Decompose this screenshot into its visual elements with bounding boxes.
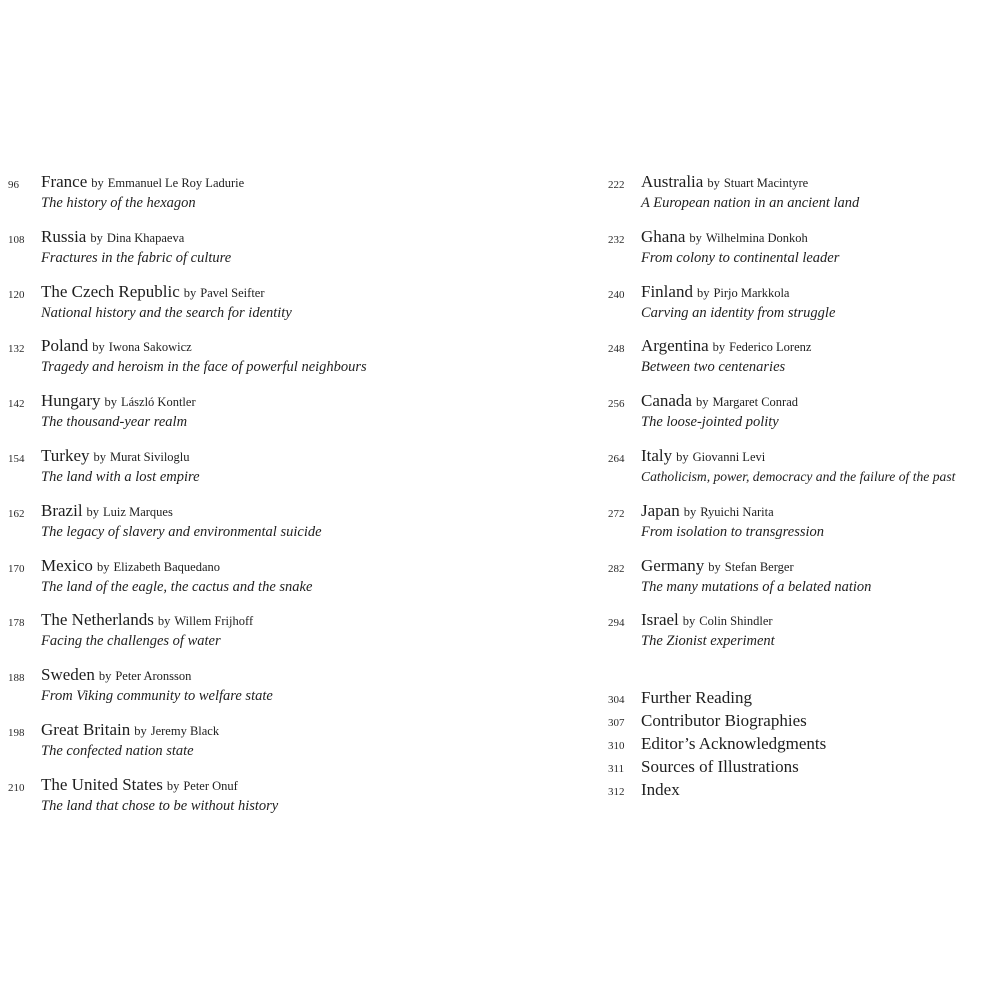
chapter-subtitle: The history of the hexagon [41,195,196,211]
entry-body [41,556,312,597]
chapter-author: Giovanni Levi [692,449,766,464]
chapter-country: Poland [41,336,89,356]
entry-body [641,446,955,487]
entry-body [641,610,775,651]
chapter-subtitle: The land that chose to be without history [41,797,279,814]
chapter-country: France [41,172,88,191]
toc-entry[interactable] [8,336,528,391]
chapter-subtitle: From isolation to transgression [641,523,825,540]
by-word: by [166,778,180,793]
entry-body [41,446,200,487]
page-number: 312 [608,786,625,798]
chapter-author: Colin Shindler [699,614,773,629]
back-matter-label: Further Reading [641,688,752,707]
chapter-author: Dina Khapaeva [106,230,185,245]
entry-body [41,172,244,213]
title-line [41,282,292,302]
by-word: by [683,504,697,519]
by-word: by [96,559,110,574]
by-word: by [712,340,726,355]
chapter-country: Argentina [641,336,709,356]
toc-entry[interactable] [8,391,528,446]
title-line [641,446,955,466]
back-matter-item[interactable] [608,756,993,779]
title-line [641,227,839,247]
toc-entry[interactable] [608,610,993,665]
page-number: 248 [608,343,625,356]
page-number: 222 [608,179,625,191]
toc-entry[interactable] [8,610,528,665]
entry-body [641,227,839,268]
entry-body [641,282,835,323]
chapter-author: Willem Frijhoff [174,614,254,629]
entry-body [41,391,196,432]
chapter-author: Pirjo Markkola [713,285,790,300]
chapter-country: Brazil [41,500,83,520]
title-line [641,282,835,302]
page-number: 264 [608,452,625,465]
chapter-subtitle: National history and the search for identity [41,304,292,321]
chapter-subtitle: The loose-jointed polity [641,414,779,431]
page-number: 96 [8,179,19,191]
by-word: by [104,395,117,410]
by-word: by [707,176,720,190]
entry-body [41,282,292,323]
title-line [641,610,775,630]
by-word: by [98,669,112,684]
toc-entry[interactable] [8,282,528,337]
entry-body [41,720,219,761]
page-number: 311 [608,763,625,775]
toc-entry[interactable] [608,501,993,556]
entry-body [641,391,798,432]
page-number: 198 [8,726,25,739]
page-number: 294 [608,617,625,630]
page-number: 154 [8,452,25,465]
page-number: 162 [8,507,25,520]
chapter-country: Italy [641,445,673,465]
by-word: by [157,614,171,629]
chapter-author: Iwona Sakowicz [108,340,192,355]
entry-body [41,775,278,816]
entry-body [641,172,859,213]
entry-body [41,610,253,651]
chapter-country: Israel [641,610,679,630]
title-line [41,501,322,521]
chapter-country: Japan [641,500,680,520]
chapter-country: Great Britain [41,719,131,739]
chapter-country: Germany [641,555,705,575]
chapter-subtitle: Tragedy and heroism in the face of powerful neighbours [41,359,367,376]
chapter-subtitle: From colony to continental leader [641,249,840,266]
title-line [41,336,367,356]
toc-entry[interactable] [8,775,528,830]
chapter-author: Emmanuel Le Roy Ladurie [107,176,245,190]
title-line [641,556,871,576]
toc-entry[interactable] [8,446,528,501]
title-line [41,446,200,466]
chapter-author: Peter Onuf [183,778,238,793]
by-word: by [92,340,105,355]
toc-entry[interactable] [8,227,528,282]
chapter-author: Wilhelmina Donkoh [705,230,808,245]
title-line [41,665,273,685]
toc-entry[interactable] [608,227,993,282]
toc-entry[interactable] [8,501,528,556]
chapter-subtitle: A European nation in an ancient land [641,195,860,211]
toc-entry[interactable] [608,282,993,337]
page-number: 304 [608,694,625,706]
by-word: by [708,559,721,574]
chapter-subtitle: Catholicism, power, democracy and the failure of the past [641,468,956,484]
title-line [641,172,859,192]
entry-body [41,501,322,542]
toc-entry[interactable] [608,446,993,501]
chapter-author: Ryuichi Narita [700,504,774,519]
chapter-subtitle: The legacy of slavery and environmental suicide [41,523,322,540]
page-number: 272 [608,507,625,520]
title-line [641,336,811,356]
chapter-author: Jeremy Black [150,723,220,738]
page-number: 170 [8,562,25,575]
back-matter-item[interactable] [608,779,993,802]
entry-body [41,665,273,706]
entry-body [641,501,824,542]
chapter-subtitle: The confected nation state [41,742,194,759]
entry-body [641,336,811,377]
chapter-country: Turkey [41,445,90,465]
back-matter-item[interactable] [608,733,993,756]
chapter-subtitle: Fractures in the fabric of culture [41,249,232,266]
back-matter-item[interactable] [608,687,993,710]
title-line [41,610,253,630]
chapter-subtitle: The land with a lost empire [41,468,200,485]
chapter-author: Elizabeth Baquedano [113,559,220,574]
chapter-country: Sweden [41,665,95,685]
chapter-author: Stefan Berger [724,559,794,574]
toc-entry[interactable] [8,720,528,775]
title-line [41,227,231,247]
chapter-country: The Czech Republic [41,281,180,301]
chapter-subtitle: Between two centenaries [641,359,786,376]
toc-entry[interactable] [608,556,993,611]
by-word: by [676,449,689,464]
page-number: 310 [608,740,625,752]
page-number: 142 [8,398,25,411]
toc-left-column [8,172,528,830]
chapter-subtitle: From Viking community to welfare state [41,688,273,705]
chapter-country: Australia [641,172,704,191]
by-word: by [86,504,100,519]
page-number: 307 [608,717,625,729]
chapter-country: Canada [641,391,692,411]
by-word: by [91,176,104,190]
page-number: 210 [8,781,25,794]
page-number: 178 [8,617,25,630]
back-matter-label: Editor’s Acknowledgments [641,734,827,753]
back-matter-label: Index [641,780,680,799]
toc-entry[interactable] [608,391,993,446]
chapter-author: Stuart Macintyre [723,176,809,190]
chapter-author: Pavel Seifter [200,285,265,300]
title-line [41,172,244,192]
by-word: by [696,285,710,300]
toc-entry[interactable] [608,172,993,227]
title-line [641,391,798,411]
by-word: by [689,230,702,245]
chapter-country: Russia [41,226,87,246]
title-line [41,556,312,576]
chapter-subtitle: The thousand-year realm [41,414,188,431]
chapter-author: Luiz Marques [103,504,173,519]
chapter-subtitle: The land of the eagle, the cactus and the snake [41,578,313,595]
page-number: 120 [8,288,25,301]
chapter-author: Murat Siviloglu [110,449,190,464]
by-word: by [695,395,709,410]
page-number: 282 [608,562,625,575]
chapter-author: Peter Aronsson [115,669,192,684]
chapter-country: Mexico [41,555,93,575]
back-matter-list [608,687,993,802]
back-matter-label: Contributor Biographies [641,711,807,730]
by-word: by [682,614,696,629]
page-number: 132 [8,343,25,356]
page-number: 188 [8,672,25,685]
back-matter-label: Sources of Illustrations [641,757,799,776]
chapter-country: The United States [41,774,163,794]
chapter-country: Ghana [641,226,686,246]
page-number: 256 [608,398,625,411]
chapter-subtitle: The Zionist experiment [641,633,775,650]
title-line [641,501,824,521]
entry-body [41,227,231,268]
chapter-subtitle: Carving an identity from struggle [641,304,836,321]
by-word: by [134,723,147,738]
page-number: 232 [608,233,625,246]
chapter-author: Federico Lorenz [729,340,812,355]
page-number: 240 [608,288,625,301]
toc-entry[interactable] [8,556,528,611]
title-line [41,720,219,740]
chapter-country: Finland [641,281,693,301]
chapter-subtitle: Facing the challenges of water [41,633,221,650]
by-word: by [183,285,197,300]
toc-right-column [608,172,993,665]
chapter-country: Hungary [41,391,101,411]
chapter-country: The Netherlands [41,610,154,630]
toc-entry[interactable] [8,665,528,720]
page-number: 108 [8,233,25,246]
toc-entry[interactable] [8,172,528,227]
back-matter-item[interactable] [608,710,993,733]
entry-body [41,336,367,377]
title-line [41,391,196,411]
chapter-author: László Kontler [120,395,196,410]
entry-body [641,556,871,597]
toc-entry[interactable] [608,336,993,391]
by-word: by [93,449,106,464]
chapter-author: Margaret Conrad [712,395,798,410]
title-line [41,775,278,795]
by-word: by [90,230,103,245]
chapter-subtitle: The many mutations of a belated nation [641,578,872,595]
